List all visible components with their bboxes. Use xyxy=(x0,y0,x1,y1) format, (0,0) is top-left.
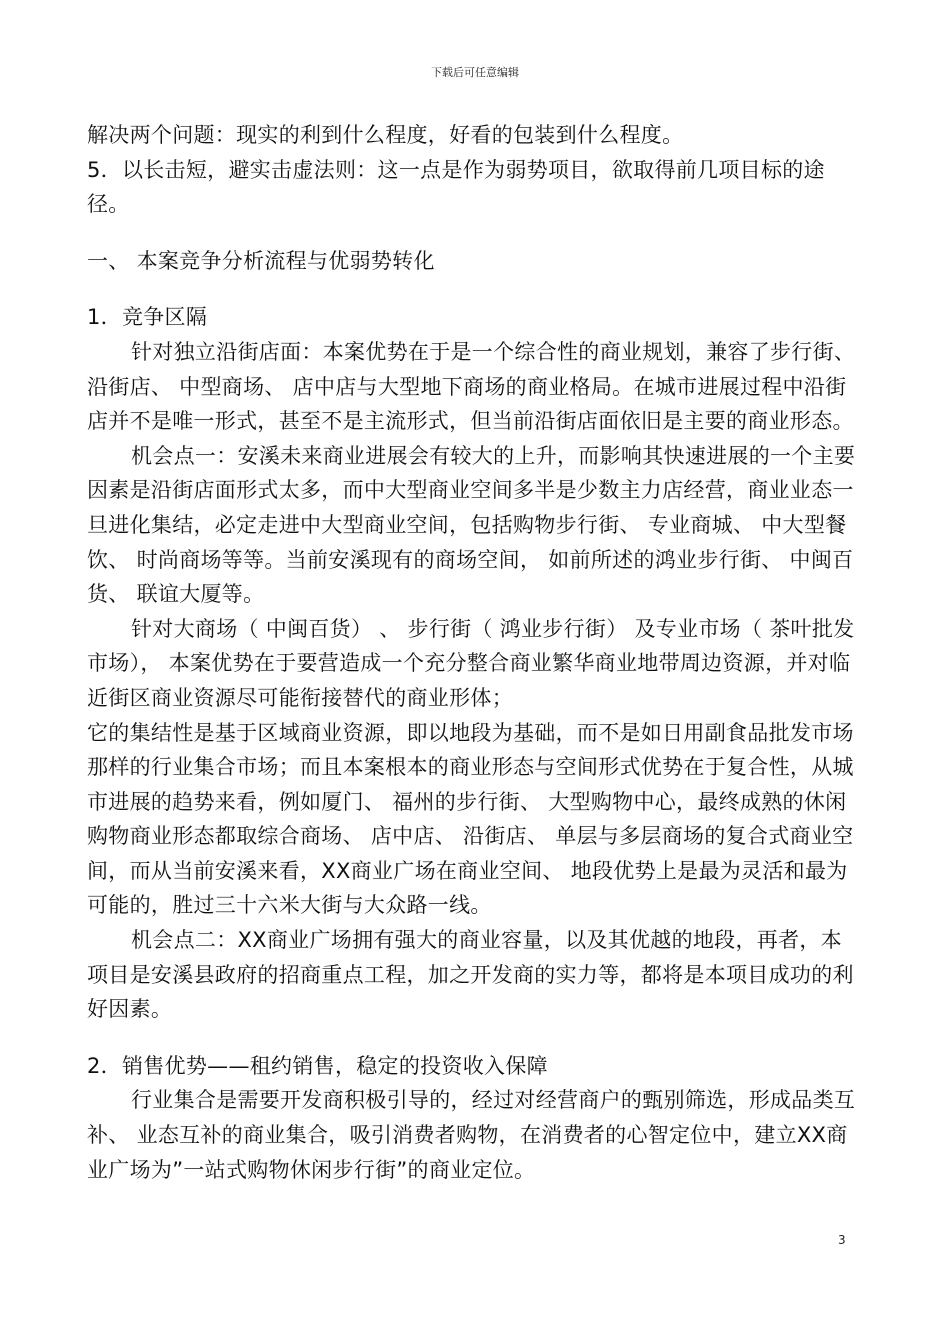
subheading-sales-advantage: 2．销售优势——租约销售，稳定的投资收入保障 xyxy=(87,1053,548,1078)
paragraph-agglomeration: 它的集结性是基于区域商业资源，即以地段为基础，而不是如日用副食品批发市场那样的行业集合市场；而且本案根本的商业形态与空间形式优势在于复合性，从城市进展的趋势来看，例如厦门、 福州的步行街、 大型购物中心，最终成熟的休闲购物商业形态都取综合商场、 店中店、 沿街店、 单层与多层商场的复合式商业空间，而从当前安溪来看，XX商业广场在商业空间、 地段优势上是最为灵活和最为可能的，胜过三十六米大街与大众路一线。 xyxy=(87,720,854,918)
paragraph-problems: 解决两个问题：现实的利到什么程度，好看的包装到什么程度。 xyxy=(87,123,684,147)
paragraph-industry-cluster: 行业集合是需要开发商积极引导的，经过对经营商户的甄别筛选，形成品类互补、 业态互补的商业集合，吸引消费者购物，在消费者的心智定位中，建立XX商业广场为”一站式购物休闲步行街”的商业定位。 xyxy=(87,1088,856,1182)
document-body xyxy=(87,118,863,1187)
section-heading: 一、 本案竞争分析流程与优弱势转化 xyxy=(87,248,435,273)
paragraph-large-malls: 针对大商场（ 中闽百货） 、 步行街（ 鸿业步行街） 及专业市场（ 茶叶批发市场）， 本案优势在于要营造成一个充分整合商业繁华商业地带周边资源，并对临近街区商业资源尽可能衔接替代的商业形体； xyxy=(87,616,855,710)
paragraph-rule-5: 5．以长击短，避实击虚法则：这一点是作为弱势项目，欲取得前几项目标的途径。 xyxy=(87,157,825,217)
subheading-competition: 1．竞争区隔 xyxy=(87,305,208,330)
page-number: 3 xyxy=(838,1233,846,1247)
paragraph-opportunity-1: 机会点一：安溪未来商业进展会有较大的上升，而影响其快速进展的一个主要因素是沿街店面形式太多，而中大型商业空间多半是少数主力店经营，商业业态一旦进化集结，必定走进中大型商业空间，包括购物步行街、 专业商城、 中大型餐饮、 时尚商场等等。当前安溪现有的商场空间， 如前所述的鸿业步行街、 中闽百货、 联谊大厦等。 xyxy=(87,443,856,607)
paragraph-opportunity-2: 机会点二：XX商业广场拥有强大的商业容量，以及其优越的地段，再者，本项目是安溪县政府的招商重点工程，加之开发商的实力等，都将是本项目成功的利好因素。 xyxy=(87,928,854,1022)
paragraph-street-shops: 针对独立沿街店面：本案优势在于是一个综合性的商业规划，兼容了步行街、 沿街店、 中型商场、 店中店与大型地下商场的商业格局。在城市进展过程中沿街店并不是唯一形式，甚至不是主流形式，但当前沿街店面依旧是主要的商业形态。 xyxy=(87,339,856,434)
page-header: 下载后可任意编辑 xyxy=(431,66,519,79)
